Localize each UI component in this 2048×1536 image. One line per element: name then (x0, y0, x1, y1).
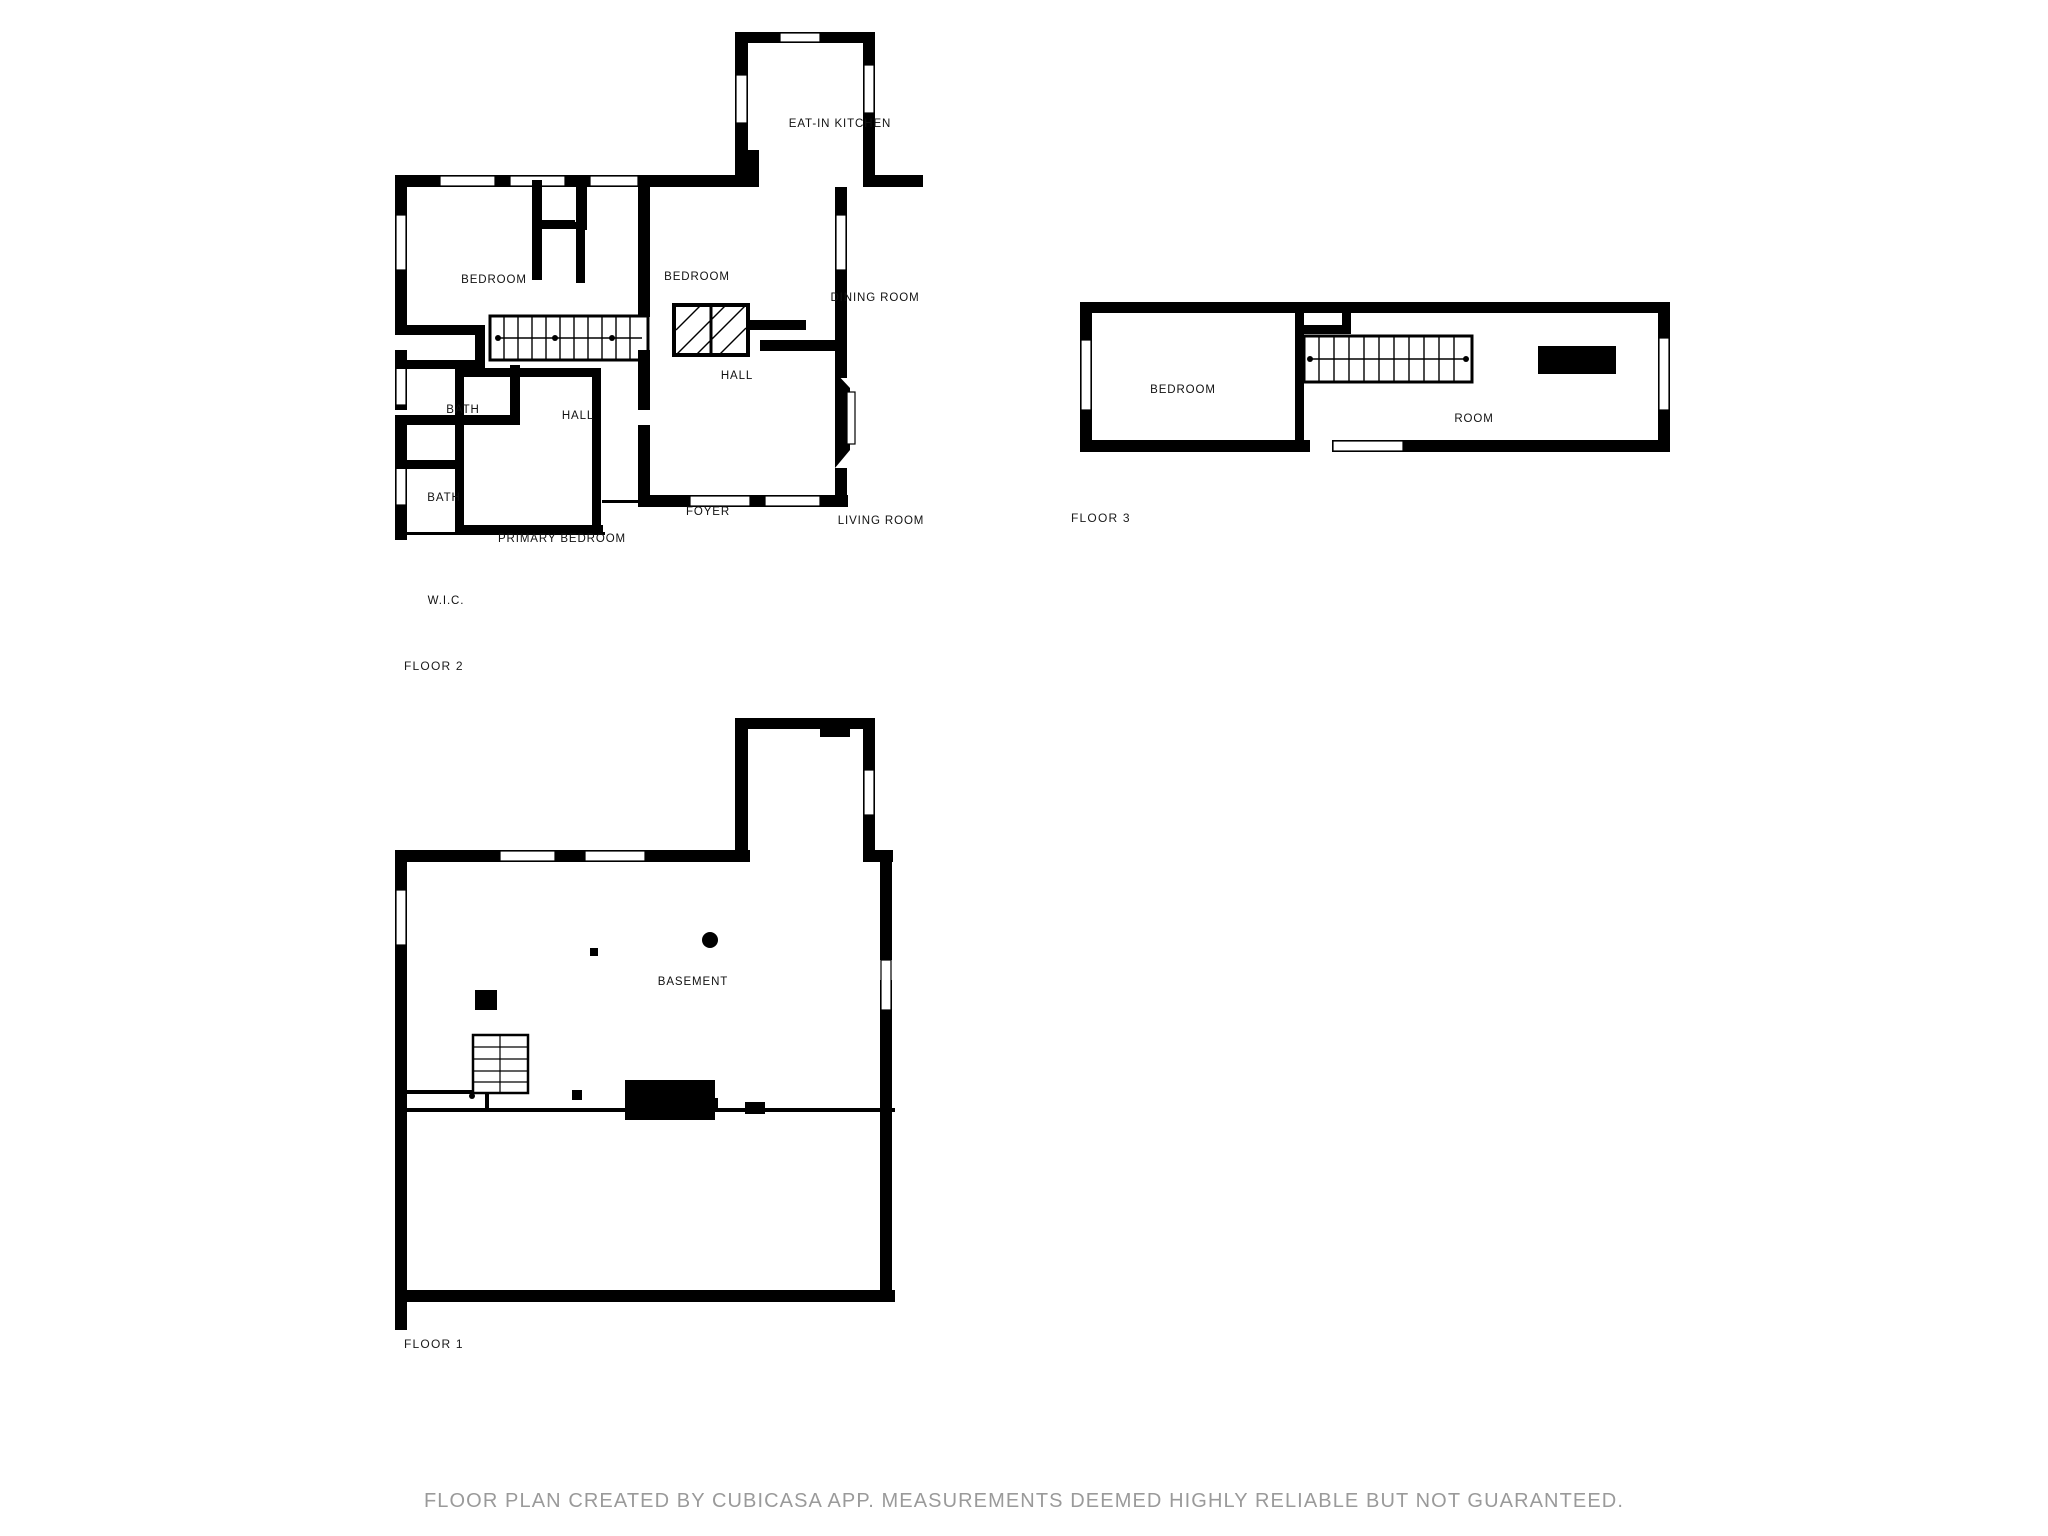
floor-plan-floor-3 (1070, 290, 1690, 490)
floor-caption-floor-1: FLOOR 1 (404, 1337, 464, 1351)
room-label: BEDROOM (664, 271, 730, 283)
room-label: ROOM (1454, 413, 1494, 425)
room-label: FOYER (685, 506, 731, 518)
disclaimer-text: FLOOR PLAN CREATED BY CUBICASA APP. MEASUREMENTS DEEMED HIGHLY RELIABLE BUT NOT GUARANTEED. (423, 1490, 1624, 1512)
floor-plan-floor-2 (380, 20, 1020, 660)
room-label: BATH (427, 492, 461, 504)
room-label: BEDROOM (461, 274, 527, 286)
floor-caption-floor-3: FLOOR 3 (1071, 511, 1131, 525)
room-label: LIVING ROOM (837, 515, 925, 527)
room-label: BEDROOM (1150, 384, 1216, 396)
floor-2-drawing (380, 20, 1020, 660)
room-label: BATH (446, 404, 480, 416)
room-label: HALL (720, 370, 754, 382)
room-label: DINING ROOM (830, 292, 920, 304)
floor-1-drawing (380, 690, 1020, 1330)
room-label: PRIMARY BEDROOM (497, 533, 627, 545)
room-label: HALL (561, 410, 595, 422)
room-label: EAT-IN KITCHEN (788, 118, 892, 130)
floor-caption-floor-2: FLOOR 2 (404, 659, 464, 673)
floor-plan-floor-1 (380, 690, 1020, 1330)
room-label: BASEMENT (657, 976, 729, 988)
room-label: W.I.C. (427, 595, 465, 607)
